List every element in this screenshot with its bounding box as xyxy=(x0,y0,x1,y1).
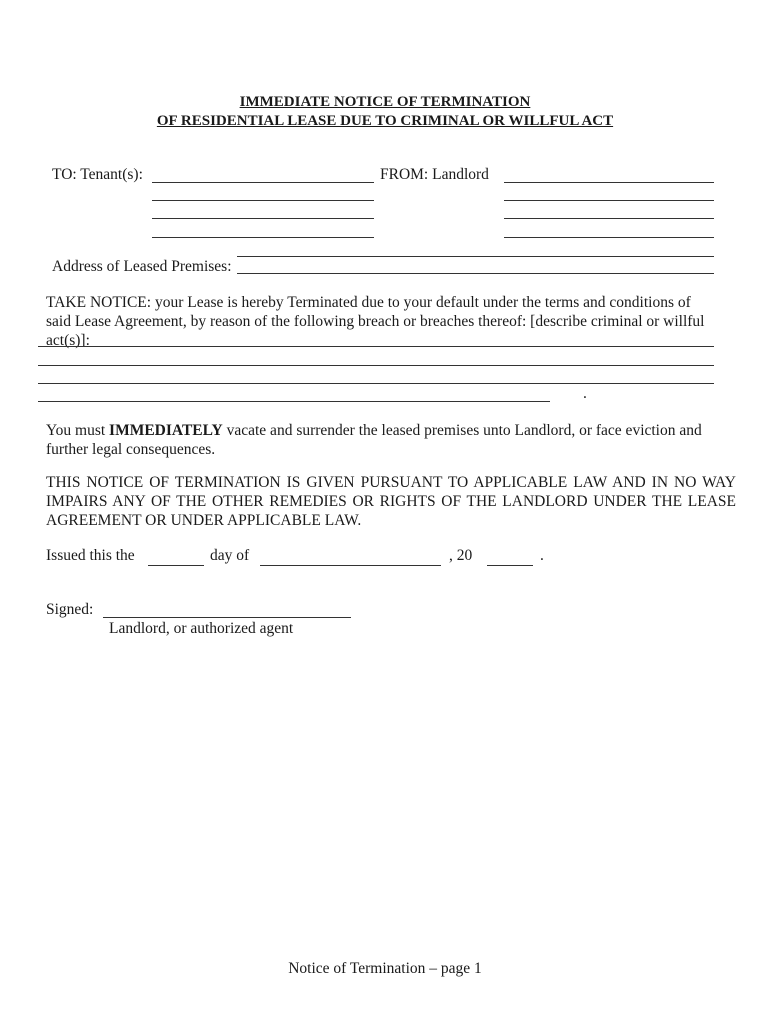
breach-description-line-1[interactable] xyxy=(38,346,714,347)
vacate-suffix: vacate and surrender the leased premises unto Landlord, or face eviction and further legal consequences. xyxy=(46,422,702,458)
breach-description-line-3[interactable] xyxy=(38,383,714,384)
page-footer: Notice of Termination – page 1 xyxy=(288,960,482,977)
vacate-paragraph xyxy=(46,421,706,459)
tenant-field-1[interactable] xyxy=(152,182,374,183)
breach-description-line-4[interactable] xyxy=(38,401,550,402)
address-field[interactable] xyxy=(237,273,714,274)
vacate-emphasis: IMMEDIATELY xyxy=(109,422,223,439)
landlord-field-3[interactable] xyxy=(504,218,714,219)
issued-year-prefix: , 20 xyxy=(449,547,473,564)
address-field-upper[interactable] xyxy=(237,256,714,257)
breach-description-line-2[interactable] xyxy=(38,365,714,366)
breach-end-period: . xyxy=(583,385,587,402)
landlord-field-1[interactable] xyxy=(504,182,714,183)
tenant-label: TO: Tenant(s): xyxy=(52,166,143,183)
tenant-field-3[interactable] xyxy=(152,218,374,219)
tenant-field-4[interactable] xyxy=(152,237,374,238)
issued-day-field[interactable] xyxy=(148,565,204,566)
issued-label: Issued this the xyxy=(46,547,135,564)
issued-year-field[interactable] xyxy=(487,565,533,566)
document-title-line-2: OF RESIDENTIAL LEASE DUE TO CRIMINAL OR WILLFUL ACT xyxy=(156,113,614,129)
signature-field[interactable] xyxy=(103,617,351,618)
vacate-prefix: You must xyxy=(46,422,110,439)
document-title-line-1: IMMEDIATE NOTICE OF TERMINATION xyxy=(239,94,531,110)
issued-month-field[interactable] xyxy=(260,565,441,566)
issued-end-period: . xyxy=(540,547,544,564)
landlord-field-2[interactable] xyxy=(504,200,714,201)
issued-day-of-label: day of xyxy=(210,547,250,564)
address-label: Address of Leased Premises: xyxy=(52,258,232,275)
signature-caption: Landlord, or authorized agent xyxy=(109,620,294,637)
landlord-label: FROM: Landlord xyxy=(380,166,489,183)
landlord-field-4[interactable] xyxy=(504,237,714,238)
law-notice-paragraph: THIS NOTICE OF TERMINATION IS GIVEN PURSUANT TO APPLICABLE LAW AND IN NO WAY IMPAIRS ANY OF THE OTHER REMEDIES OR RIGHTS OF THE LANDLORD UNDER THE LEASE AGREEMENT OR UNDER APPLICABLE LAW. xyxy=(46,474,736,529)
signed-label: Signed: xyxy=(46,601,94,618)
take-notice-paragraph: TAKE NOTICE: your Lease is hereby Terminated due to your default under the terms and conditions of said Lease Agreement, by reason of the following breach or breaches thereof: [describe criminal or willful act(s)]: xyxy=(46,294,705,349)
tenant-field-2[interactable] xyxy=(152,200,374,201)
